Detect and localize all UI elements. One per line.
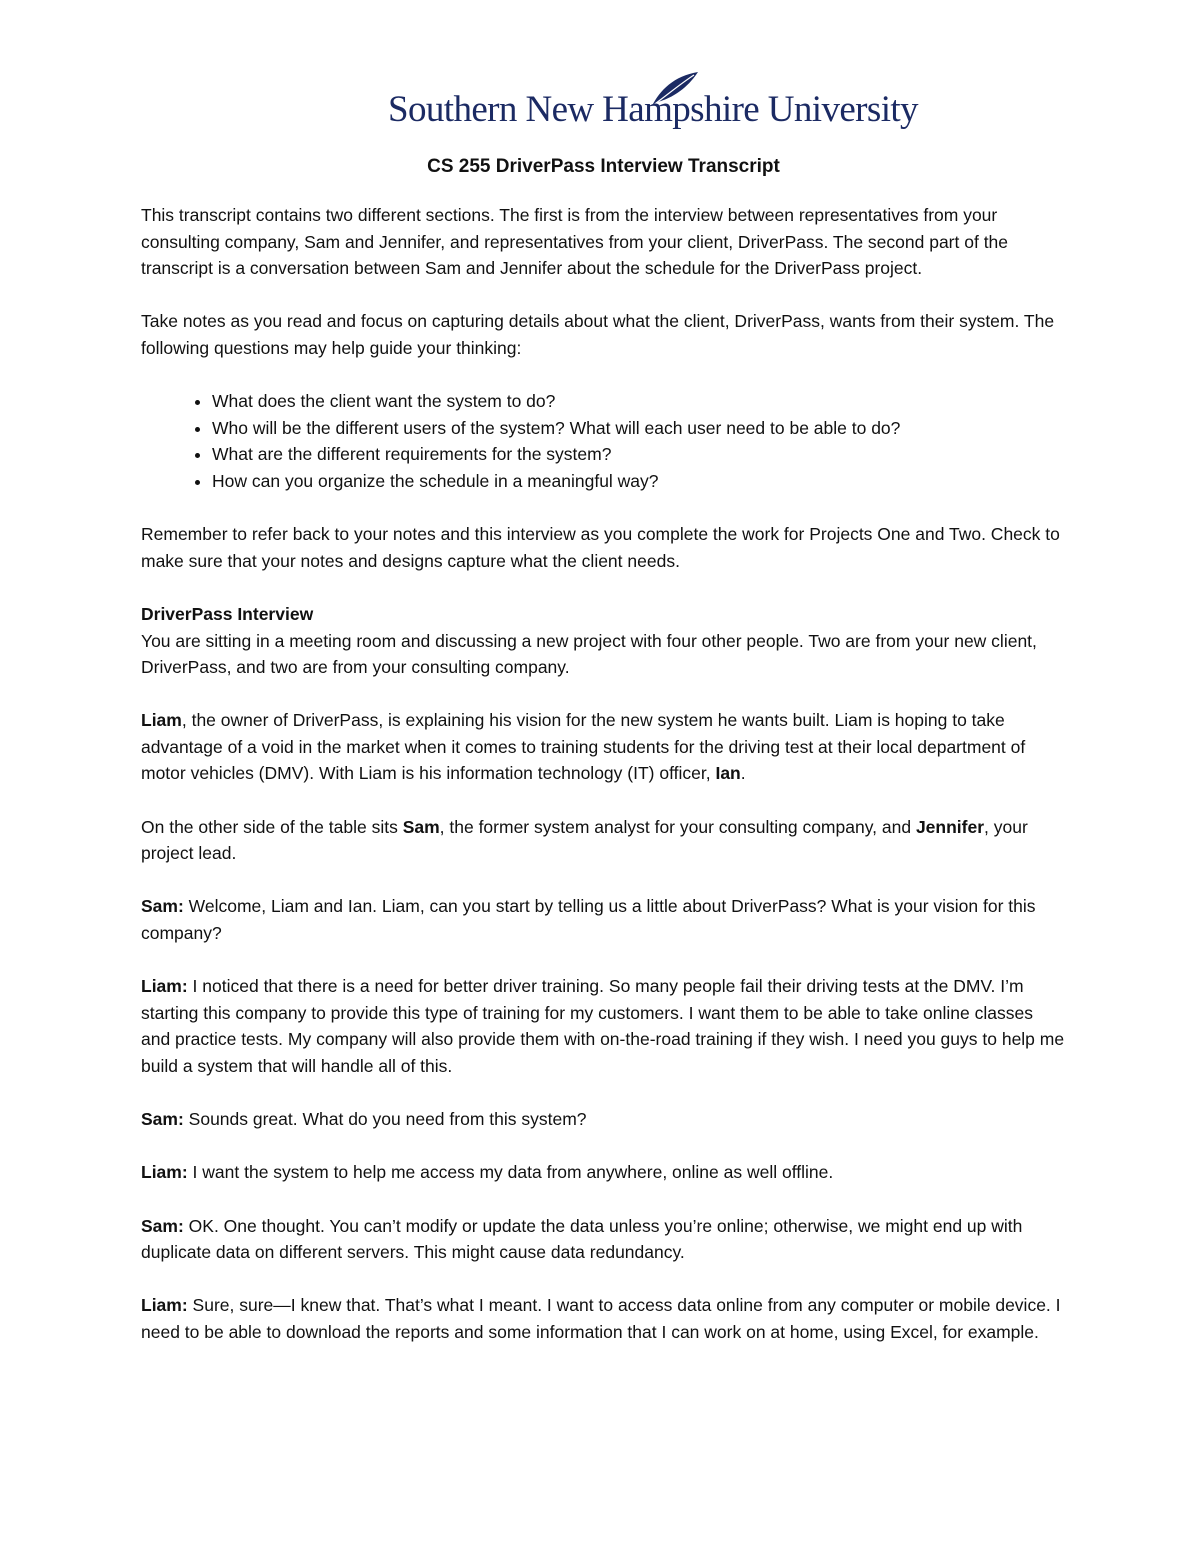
notes-paragraph: Take notes as you read and focus on capturing details about what the client, DriverPass, wants from their system. The following questions may help guide your thinking: — [141, 311, 1055, 358]
liam-intro-paragraph — [141, 707, 1066, 787]
dialogue-text: I noticed that there is a need for better driver training. So many people fail their driving tests at the DMV. I’m starting this company to provide this type of training for my customers. I want them to be able to take online classes and practice tests. My company will also provide them with on-the-road training if they wish. I need you guys to help me build a system that will handle all of this. — [141, 976, 1065, 1076]
setting-paragraph: You are sitting in a meeting room and discussing a new project with four other people. Two are from your new client, DriverPass, and two are from your consulting company. — [141, 630, 1037, 678]
speaker-label: Liam: — [141, 1162, 188, 1183]
intro-paragraph: This transcript contains two different sections. The first is from the interview between representatives from your consulting company, Sam and Jennifer, and representatives from your client, DriverPass. The second part of the transcript is a conversation between Sam and Jennifer about the schedule for the DriverPass project. — [141, 205, 1009, 279]
dialogue-line — [141, 1106, 1066, 1133]
dialogue-line — [141, 1159, 1066, 1186]
speaker-label: Sam: — [141, 1215, 184, 1236]
paragraph-text: , the former system analyst for your consulting company, and — [439, 816, 916, 837]
dialogue-line — [141, 1213, 1066, 1266]
speaker-name: Liam — [141, 710, 182, 731]
paragraph-text: On the other side of the table sits — [141, 816, 403, 837]
document-title: CS 255 DriverPass Interview Transcript — [427, 156, 780, 177]
logo-text: Southern New Hampshire University — [388, 89, 918, 130]
document-body — [141, 152, 1066, 1372]
paragraph-text: , the owner of DriverPass, is explaining his vision for the new system he wants built. Liam is hoping to take advantage of a void in the market when it comes to training students for the driving test at their local department of motor vehicles (DMV). With Liam is his information technology (IT) officer, — [141, 710, 1026, 784]
university-logo — [388, 70, 918, 136]
speaker-label: Liam: — [141, 976, 188, 997]
dialogue-text: Sounds great. What do you need from this system? — [183, 1109, 587, 1130]
dialogue-line — [141, 1292, 1066, 1345]
speaker-name: Sam — [402, 816, 440, 837]
question-list — [141, 388, 1066, 494]
dialogue-text: Welcome, Liam and Ian. Liam, can you start by telling us a little about DriverPass? What is your vision for this company? — [141, 896, 1036, 944]
speaker-label: Liam: — [141, 1295, 188, 1316]
dialogue-line — [141, 973, 1066, 1079]
paragraph-text: . — [740, 763, 746, 784]
list-item: • Who will be the different users of the system? What will each user need to be able to do? — [212, 415, 1066, 442]
other-side-paragraph — [141, 814, 1066, 867]
list-item: • How can you organize the schedule in a meaningful way? — [212, 468, 1066, 495]
list-item: • What does the client want the system to do? — [212, 388, 1066, 415]
speaker-name: Ian — [715, 763, 741, 784]
list-item: • What are the different requirements for the system? — [212, 441, 1066, 468]
speaker-name: Jennifer — [915, 816, 985, 837]
paragraph-text: , your project lead. — [141, 816, 1028, 864]
speaker-label: Sam: — [141, 896, 184, 917]
section-heading: DriverPass Interview — [141, 603, 314, 624]
speaker-label: Sam: — [141, 1109, 184, 1130]
dialogue-line — [141, 893, 1066, 946]
reminder-paragraph: Remember to refer back to your notes and this interview as you complete the work for Projects One and Two. Check to make sure that your notes and designs capture what the client needs. — [141, 524, 1060, 571]
dialogue-text: Sure, sure—I knew that. That’s what I meant. I want to access data online from any computer or mobile device. I need to be able to download the reports and some information that I can work on at home, using Excel, for example. — [141, 1295, 1061, 1342]
dialogue-text: OK. One thought. You can’t modify or update the data unless you’re online; otherwise, we might end up with duplicate data on different servers. This might cause data redundancy. — [141, 1215, 1023, 1263]
dialogue-text: I want the system to help me access my data from anywhere, online as well offline. — [187, 1162, 834, 1183]
